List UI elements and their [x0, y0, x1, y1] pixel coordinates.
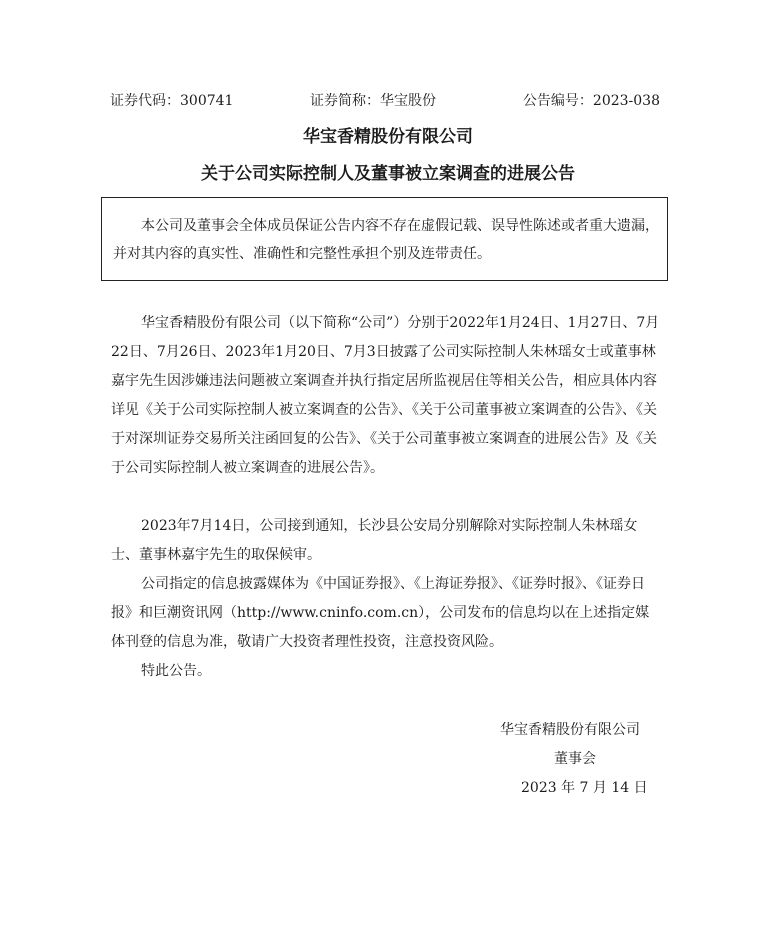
- announcement-header: [110, 91, 660, 111]
- announcement-number: 公告编号：2023-038: [522, 93, 660, 109]
- signature-date: 2023 年 7 月 14 日: [521, 780, 648, 796]
- company-name-heading: 华宝香精股份有限公司: [303, 127, 473, 147]
- signature-company: 华宝香精股份有限公司: [500, 722, 640, 738]
- body-paragraph-disclosure-history: 华宝香精股份有限公司（以下简称“公司”）分别于2022年1月24日、1月27日、7月22日、7月26日、2023年1月20日、7月3日披露了公司实际控制人朱林瑶女士或董事林嘉宇先生因涉嫌违法问题被立案调查并执行指定居所监视居住等相关公告，相应具体内容详见《关于公司实际控制人被立案调查的公告》、《关于公司董事被立案调查的公告》、《关于对深圳证券交易所关注函回复的公告》、《关于公司董事被立案调查的进展公告》及《关于公司实际控制人被立案调查的进展公告》。: [111, 315, 660, 476]
- signature-board: 董事会: [554, 751, 596, 767]
- body-paragraph-media: 公司指定的信息披露媒体为《中国证券报》、《上海证券报》、《证券时报》、《证券日报》和巨潮资讯网（http://www.cninfo.com.cn），公司发布的信息均以在上述指定媒体刊登的信息为准，敬请广大投资者理性投资，注意投资风险。: [111, 576, 650, 650]
- securities-abbreviation: 证券简称：华宝股份: [310, 93, 436, 109]
- disclaimer-box: [101, 197, 668, 281]
- body-paragraph-notice: 2023年7月14日，公司接到通知，长沙县公安局分别解除对实际控制人朱林瑶女士、董事林嘉宇先生的取保候审。: [111, 518, 638, 563]
- document-title: 关于公司实际控制人及董事被立案调查的进展公告: [201, 164, 575, 184]
- body-paragraph-closing: 特此公告。: [141, 663, 211, 679]
- securities-code: 证券代码：300741: [110, 93, 234, 109]
- disclaimer-text: 本公司及董事会全体成员保证公告内容不存在虚假记载、误导性陈述或者重大遗漏，并对其内容的真实性、准确性和完整性承担个别及连带责任。: [113, 218, 659, 262]
